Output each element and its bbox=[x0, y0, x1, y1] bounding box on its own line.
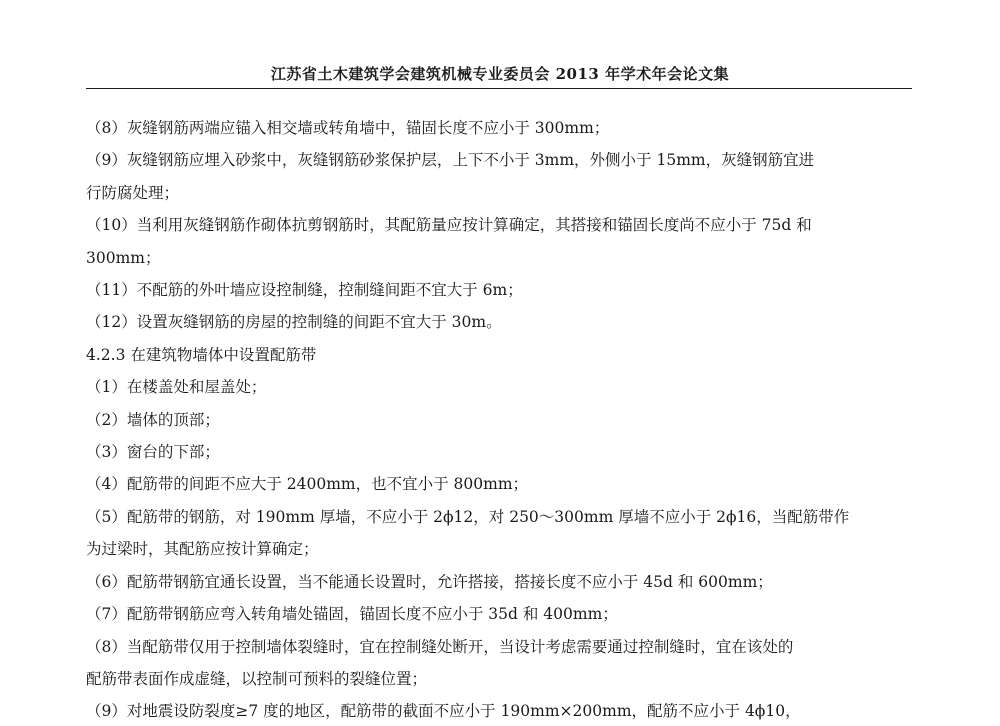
text-line: 为过梁时，其配筋应按计算确定； bbox=[86, 540, 319, 559]
text-line: （6）配筋带钢筋宜通长设置，当不能通长设置时，允许搭接，搭接长度不应小于 45d 和 600mm； bbox=[86, 572, 773, 591]
paragraph bbox=[86, 468, 912, 500]
paragraph bbox=[86, 306, 912, 338]
section-heading bbox=[86, 339, 912, 371]
header-rule bbox=[86, 88, 912, 89]
running-header: 江苏省土木建筑学会建筑机械专业委员会 2013 年学术年会论文集 bbox=[270, 65, 730, 83]
text-line: （9）对地震设防裂度≥7 度的地区，配筋带的截面不应小于 190mm×200mm，配筋不应小于 4ϕ10， bbox=[86, 702, 801, 721]
text-line: （8）当配筋带仅用于控制墙体裂缝时，宜在控制缝处断开，当设计考虑需要通过控制缝时，宜在该处的 bbox=[86, 637, 794, 656]
paragraph bbox=[86, 274, 912, 306]
paragraph bbox=[86, 144, 912, 209]
paragraph bbox=[86, 209, 912, 274]
text-line: （4）配筋带的间距不应大于 2400mm，也不宜小于 800mm； bbox=[86, 475, 529, 494]
paragraph bbox=[86, 695, 912, 726]
text-line: （11）不配筋的外叶墙应设控制缝，控制缝间距不宜大于 6m； bbox=[86, 281, 523, 300]
text-line: （1）在楼盖处和屋盖处； bbox=[86, 378, 267, 397]
text-line: 300mm； bbox=[86, 248, 161, 267]
body-text bbox=[86, 112, 912, 726]
paragraph bbox=[86, 598, 912, 630]
text-line: 4.2.3 在建筑物墙体中设置配筋带 bbox=[86, 345, 317, 364]
text-line: （10）当利用灰缝钢筋作砌体抗剪钢筋时，其配筋量应按计算确定，其搭接和锚固长度尚不应小于 75d 和 bbox=[86, 216, 812, 235]
paragraph bbox=[86, 436, 912, 468]
paragraph bbox=[86, 112, 912, 144]
text-line: （12）设置灰缝钢筋的房屋的控制缝的间距不宜大于 30m。 bbox=[86, 313, 502, 332]
text-line: （5）配筋带的钢筋，对 190mm 厚墙，不应小于 2ϕ12，对 250～300mm 厚墙不应小于 2ϕ16，当配筋带作 bbox=[86, 507, 850, 526]
paragraph bbox=[86, 371, 912, 403]
text-line: （3）窗台的下部； bbox=[86, 443, 220, 462]
text-line: （7）配筋带钢筋应弯入转角墙处锚固，锚固长度不应小于 35d 和 400mm； bbox=[86, 605, 618, 624]
paragraph bbox=[86, 631, 912, 696]
paragraph bbox=[86, 566, 912, 598]
paragraph bbox=[86, 404, 912, 436]
text-line: 配筋带表面作成虚缝，以控制可预料的裂缝位置； bbox=[86, 669, 428, 688]
text-line: （8）灰缝钢筋两端应锚入相交墙或转角墙中，锚固长度不应小于 300mm； bbox=[86, 119, 610, 137]
text-line: （9）灰缝钢筋应埋入砂浆中，灰缝钢筋砂浆保护层，上下不小于 3mm，外侧小于 15mm，灰缝钢筋宜进 bbox=[86, 151, 815, 170]
paragraph bbox=[86, 501, 912, 566]
text-line: （2）墙体的顶部； bbox=[86, 410, 220, 429]
text-line: 行防腐处理； bbox=[86, 183, 180, 202]
